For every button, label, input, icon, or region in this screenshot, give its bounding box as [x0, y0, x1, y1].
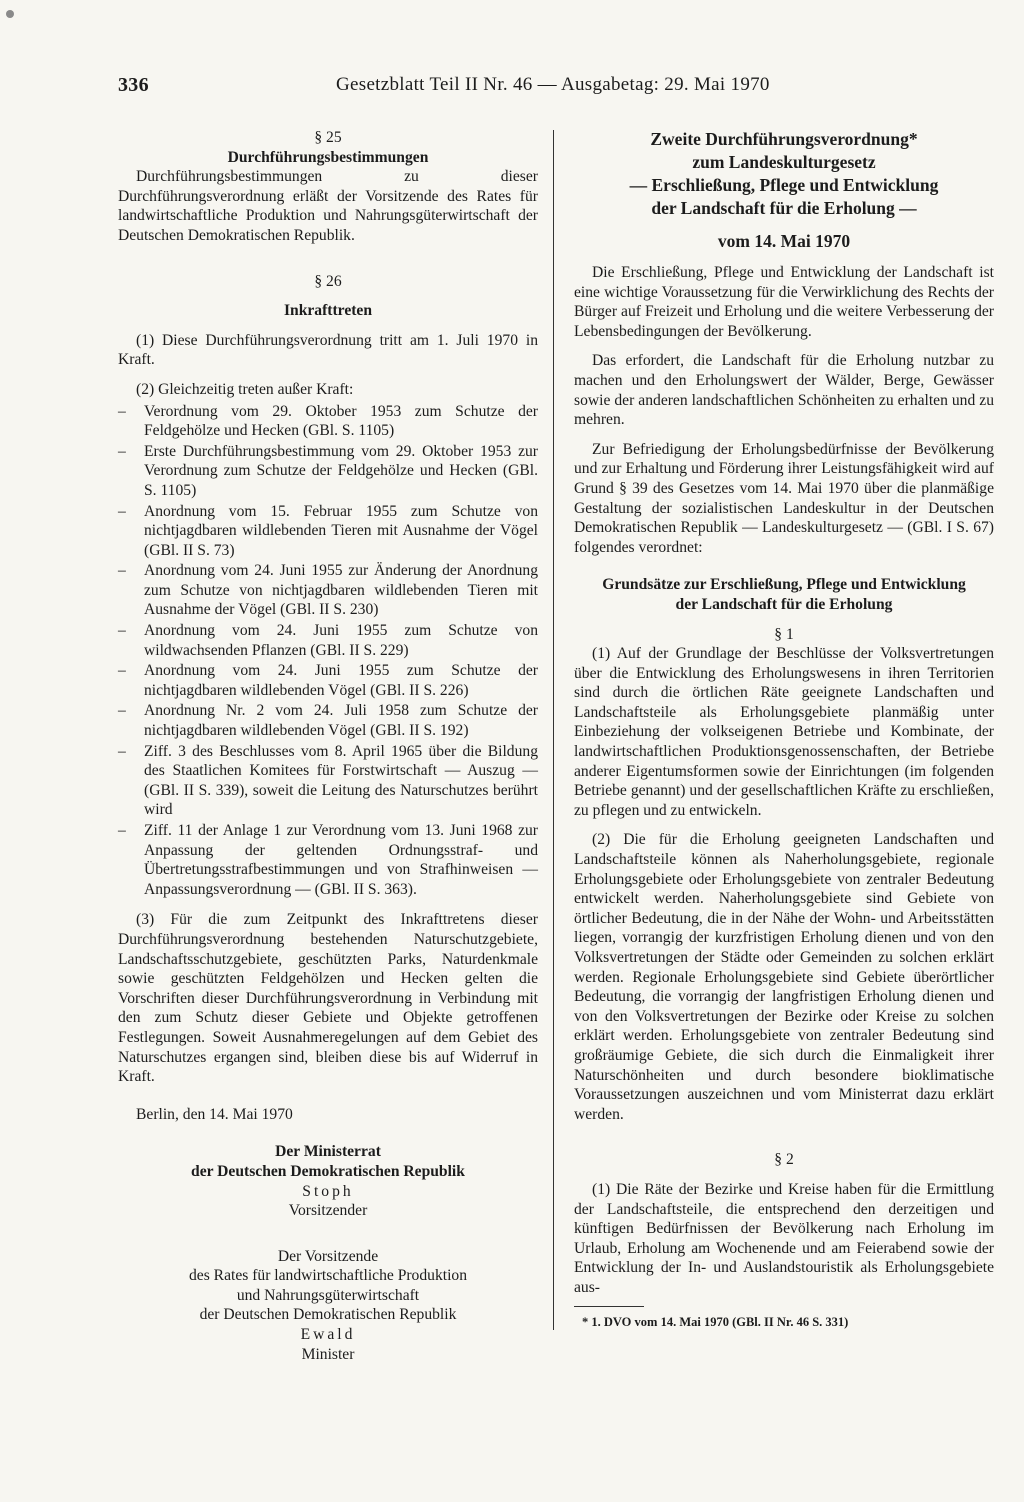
footnote-rule	[574, 1306, 644, 1307]
section-2-para-1: (1) Die Räte der Bezirke und Kreise haben für die Ermittlung der Landschaftsteile, die entsprechend den derzeitigen und künftigen Bedürfnissen der Bevölkerung nach Erholung im Urlaub, Erholung am Wochenende und am Feierabend sowie der Entwicklung der In- und Auslandstouristik als Erholungsgebiete aus-	[574, 1180, 994, 1296]
list-item: – Verordnung vom 29. Oktober 1953 zum Schutze der Feldgehölze und Hecken (GBl. S. 1105)	[118, 402, 538, 441]
list-item: – Ziff. 11 der Anlage 1 zur Verordnung vom 13. Juni 1968 zur Anpassung der geltenden Ordnungsstraf- und Übertretungsstrafbestimmungen und von Strafhinweisen — Anpassungsverordnung — (GBl. II S. 363).	[118, 821, 538, 899]
list-item: – Anordnung vom 24. Juni 1955 zum Schutze der nichtjagdbaren wildlebenden Vögel (GBl. II S. 226)	[118, 661, 538, 700]
repealed-list	[118, 402, 538, 900]
intro-para-1: Die Erschließung, Pflege und Entwicklung der Landschaft ist eine wichtige Voraussetzung für die Verwirklichung des Rechts der Bürger auf Freizeit und Erholung und die weitere Verbesserung der Lebensbedingungen der Bevölkerung.	[574, 264, 994, 340]
page-number: 336	[118, 74, 149, 96]
section-26-para-2-intro: (2) Gleichzeitig treten außer Kraft:	[136, 380, 354, 398]
list-item: – Anordnung Nr. 2 vom 24. Juli 1958 zum Schutze der nichtjagdbaren wildlebenden Vögel (GBl. II S. 192)	[118, 701, 538, 740]
header-title: Gesetzblatt Teil II Nr. 46 — Ausgabetag: 29. Mai 1970	[336, 74, 770, 95]
signatory-1-org: Der Ministerrat	[275, 1143, 381, 1161]
signatory-1-org-2: der Deutschen Demokratischen Republik	[191, 1162, 465, 1180]
intro-para-2: Das erfordert, die Landschaft für die Erholung nutzbar zu machen und den Erholungswert der Wälder, Berge, Gewässer sowie der anderen landschaftlichen Schönheiten zu erhalten und zu mehren.	[574, 352, 994, 429]
section-26-heading: § 26	[314, 272, 342, 290]
list-item: – Anordnung vom 24. Juni 1955 zur Änderung der Anordnung zum Schutze von nichtjagdbaren wildlebenden Tieren mit Ausnahme der Vögel (GBl. II S. 230)	[118, 561, 538, 620]
signatory-1-role: Vorsitzender	[288, 1202, 368, 1220]
section-25-title: Durchführungsbestimmungen	[227, 148, 429, 166]
signatory-2-line-4: der Deutschen Demokratischen Republik	[199, 1306, 457, 1324]
list-item: – Anordnung vom 15. Februar 1955 zum Schutze von nichtjagdbaren wildlebenden Tieren mit Ausnahme der Vögel (GBl. II S. 73)	[118, 502, 538, 561]
footnote: * 1. DVO vom 14. Mai 1970 (GBl. II Nr. 46 S. 331)	[582, 1314, 849, 1329]
section-25-heading: § 25	[314, 129, 342, 146]
right-column	[574, 128, 994, 1332]
principles-title-1: Grundsätze zur Erschließung, Pflege und Entwicklung	[602, 576, 966, 594]
section-26-para-1: (1) Diese Durchführungsverordnung tritt am 1. Juli 1970 in Kraft.	[118, 331, 538, 369]
ordinance-title-3: — Erschließung, Pflege und Entwicklung	[629, 175, 939, 195]
signatory-2-name: Ewald	[300, 1326, 356, 1344]
place-date: Berlin, den 14. Mai 1970	[136, 1105, 293, 1123]
intro-para-3: Zur Befriedigung der Erholungsbedürfnisse der Bevölkerung und zur Erhaltung und Förderung ihrer Leistungsfähigkeit wird auf Grund § 39 des Gesetzes vom 14. Mai 1970 über die planmäßige Gestaltung der sozialistischen Landeskultur in der Deutschen Demokratischen Republik — Landeskulturgesetz — (GBl. I S. 67) folgendes verordnet:	[574, 440, 994, 556]
ordinance-title-2: zum Landeskulturgesetz	[692, 152, 876, 172]
list-item: – Anordnung vom 24. Juni 1955 zum Schutze von wildwachsenden Pflanzen (GBl. II S. 229)	[118, 621, 538, 660]
ordinance-date: vom 14. Mai 1970	[717, 231, 851, 251]
section-1-para-2: (2) Die für die Erholung geeigneten Landschaften und Landschaftsteile können als Naherholungsgebiete, regionale Erholungsgebiete oder Erholungsgebiete von zentraler Bedeutung entwickelt werden. Naherholungsgebiete sind Gebiete von örtlicher Bedeutung, die in der Nähe der Wohn- und Arbeitsstätten liegen, vorrangig der kurzfristigen Erholung dienen und von den Volksvertretungen der Städte oder Gemeinden zu solchen erklärt werden. Regionale Erholungsgebiete sind Gebiete überörtlicher Bedeutung, die vorrangig der langfristigen Erholung dienen und von den Volksvertretungen der Bezirke oder Kreise zu solchen erklärt werden. Erholungsgebiete von zentraler Bedeutung sind großräumige Gebiete, die sich durch die Einmaligkeit ihrer Naturschönheiten und durch besondere bioklimatische Voraussetzungen auszeichnen und vom Ministerrat dazu erklärt werden.	[574, 831, 994, 1123]
signatory-2-line-3: und Nahrungsgüterwirtschaft	[236, 1286, 420, 1304]
section-25-text: Durchführungsbestimmungen zu dieser Durchführungsverordnung erläßt der Vorsitzende des Rates für landwirtschaftliche Produktion und Nahrungsgüterwirtschaft der Deutschen Demokratischen Republik.	[118, 168, 538, 244]
scan-dot	[6, 10, 14, 18]
signatory-2-line-1: Der Vorsitzende	[277, 1247, 379, 1265]
ordinance-title-4: der Landschaft für die Erholung —	[651, 198, 917, 218]
column-divider	[553, 130, 554, 1330]
list-item: – Ziff. 3 des Beschlusses vom 8. April 1965 über die Bildung des Staatlichen Komitees für Forstwirtschaft — Auszug — (GBl. II S. 339), soweit die Leitung des Naturschutzes berührt wird	[118, 742, 538, 820]
section-26-para-3: (3) Für die zum Zeitpunkt des Inkrafttretens dieser Durchführungsverordnung bestehenden Naturschutzgebiete, Landschaftsschutzgebiete, geschützten Parks, Naturdenkmale sowie geschützten Feldgehölzen und Hecken gelten die Vorschriften dieser Durchführungsverordnung in Verbindung mit den zum Schutz dieser Gebiete und Objekte getroffenen Festlegungen. Soweit Ausnahmeregelungen auf dem Gebiet des Naturschutzes ergangen sind, bleiben diese bis auf Widerruf in Kraft.	[118, 911, 538, 1086]
page-header	[118, 74, 998, 100]
section-1-para-1: (1) Auf der Grundlage der Beschlüsse der Volksvertretungen über die Entwicklung des Erholungswesens in ihren Territorien sind durch die örtlichen Räte geeignete Landschaften und Landschaftsteile als Erholungsgebiete planmäßig unter Einbeziehung der volkseigenen Betriebe und Kombinate, der landwirtschaftlichen Produktionsgenossenschaften, der Betriebe anderer Eigentumsformen sowie der Einrichtungen (im folgenden Betriebe genannt) und der gesellschaftlichen Kräfte zu erschließen, zu pflegen und zu entwickeln.	[574, 645, 994, 819]
signatory-2-role: Minister	[301, 1345, 355, 1363]
list-item: – Erste Durchführungsbestimmung vom 29. Oktober 1953 zur Verordnung zum Schutze der Feldgehölze und Hecken (GBl. S. 1105)	[118, 442, 538, 501]
section-26-title: Inkrafttreten	[283, 302, 373, 320]
ordinance-title-1: Zweite Durchführungsverordnung*	[650, 129, 918, 149]
signatory-2-line-2: des Rates für landwirtschaftliche Produktion	[188, 1267, 468, 1285]
section-2-heading: § 2	[774, 1151, 794, 1169]
left-column	[118, 128, 538, 1364]
signatory-1-name: Stoph	[302, 1182, 354, 1200]
section-1-heading: § 1	[774, 625, 794, 643]
principles-title-2: der Landschaft für die Erholung	[675, 595, 893, 613]
